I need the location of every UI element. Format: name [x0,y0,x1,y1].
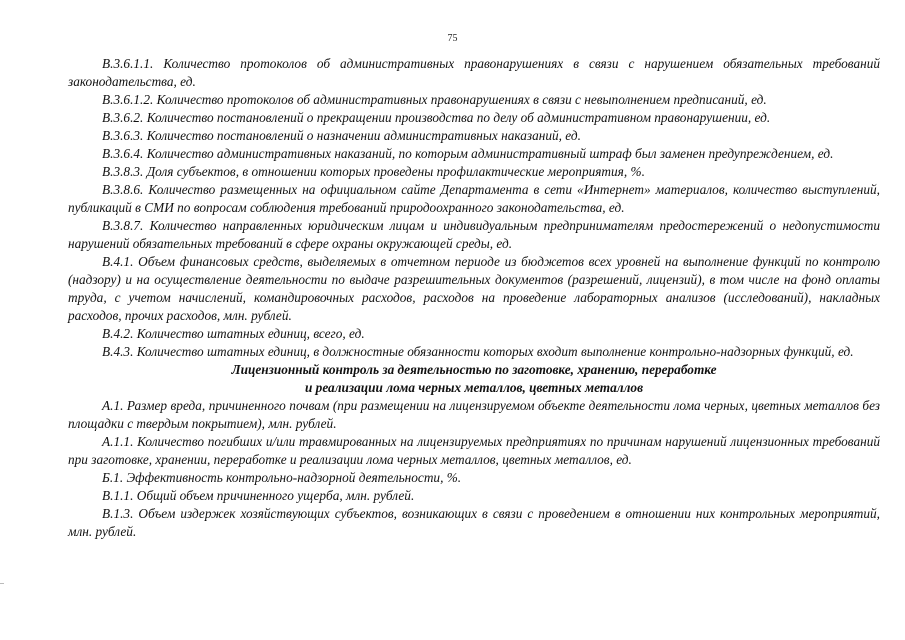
indicator-paragraph: А.1.1. Количество погибших и/или травмированных на лицензируемых предприятиях по причинам нарушений лицензионных требований при заготовке, хранении, переработке и реализации лома черных металлов, цветных металлов, ед. [68,434,880,467]
indicator-paragraph: В.3.8.6. Количество размещенных на официальном сайте Департамента в сети «Интернет» материалов, количество выступлений, публикаций в СМИ по вопросам соблюдения требований природоохранного законодательства, ед. [68,182,880,215]
indicator-paragraph: В.3.6.4. Количество административных наказаний, по которым административный штраф был заменен предупреждением, ед. [102,146,834,161]
section-heading-line-1: Лицензионный контроль за деятельностью по заготовке, хранению, переработке [231,362,717,377]
indicator-paragraph: В.1.3. Объем издержек хозяйствующих субъектов, возникающих в связи с проведением в отношении них контрольных мероприятий, млн. рублей. [68,506,880,539]
section-heading [68,361,880,397]
scan-edge-mark [0,583,4,584]
indicator-paragraph: В.3.8.7. Количество направленных юридическим лицам и индивидуальным предпринимателям предостережений о недопустимости нарушений обязательных требований в сфере охраны окружающей среды, ед. [68,218,880,251]
indicator-paragraph: В.4.2. Количество штатных единиц, всего, ед. [102,326,365,341]
indicator-paragraph: В.3.6.1.2. Количество протоколов об административных правонарушениях в связи с невыполнением предписаний, ед. [102,92,767,107]
document-body [68,55,880,541]
indicator-paragraph: Б.1. Эффективность контрольно-надзорной деятельности, %. [102,470,462,485]
section-heading-line-2: и реализации лома черных металлов, цветных металлов [304,380,644,395]
indicator-paragraph: В.3.6.3. Количество постановлений о назначении административных наказаний, ед. [102,128,581,143]
indicator-paragraph: В.1.1. Общий объем причиненного ущерба, млн. рублей. [102,488,415,503]
indicator-paragraph: В.3.8.3. Доля субъектов, в отношении которых проведены профилактические мероприятия, %. [102,164,645,179]
page-number: 75 [447,33,458,44]
indicator-paragraph: В.4.1. Объем финансовых средств, выделяемых в отчетном периоде из бюджетов всех уровней на выполнение функций по контролю (надзору) и на осуществление деятельности по выдаче разрешительных документов (разрешений, лицензий), в том числе на фонд оплаты труда, с учетом начислений, командировочных расходов, расходов на проведение лабораторных анализов (исследований), накладных расходов, прочих расходов, млн. рублей. [68,254,880,323]
indicator-paragraph: В.3.6.1.1. Количество протоколов об административных правонарушениях в связи с нарушением обязательных требований законодательства, ед. [68,56,880,89]
indicator-paragraph: В.4.3. Количество штатных единиц, в должностные обязанности которых входит выполнение контрольно-надзорных функций, ед. [102,344,854,359]
indicator-paragraph: В.3.6.2. Количество постановлений о прекращении производства по делу об административном правонарушении, ед. [102,110,771,125]
indicator-paragraph: А.1. Размер вреда, причиненного почвам (при размещении на лицензируемом объекте деятельности лома черных, цветных металлов без площадки с твердым покрытием), млн. рублей. [68,398,880,431]
